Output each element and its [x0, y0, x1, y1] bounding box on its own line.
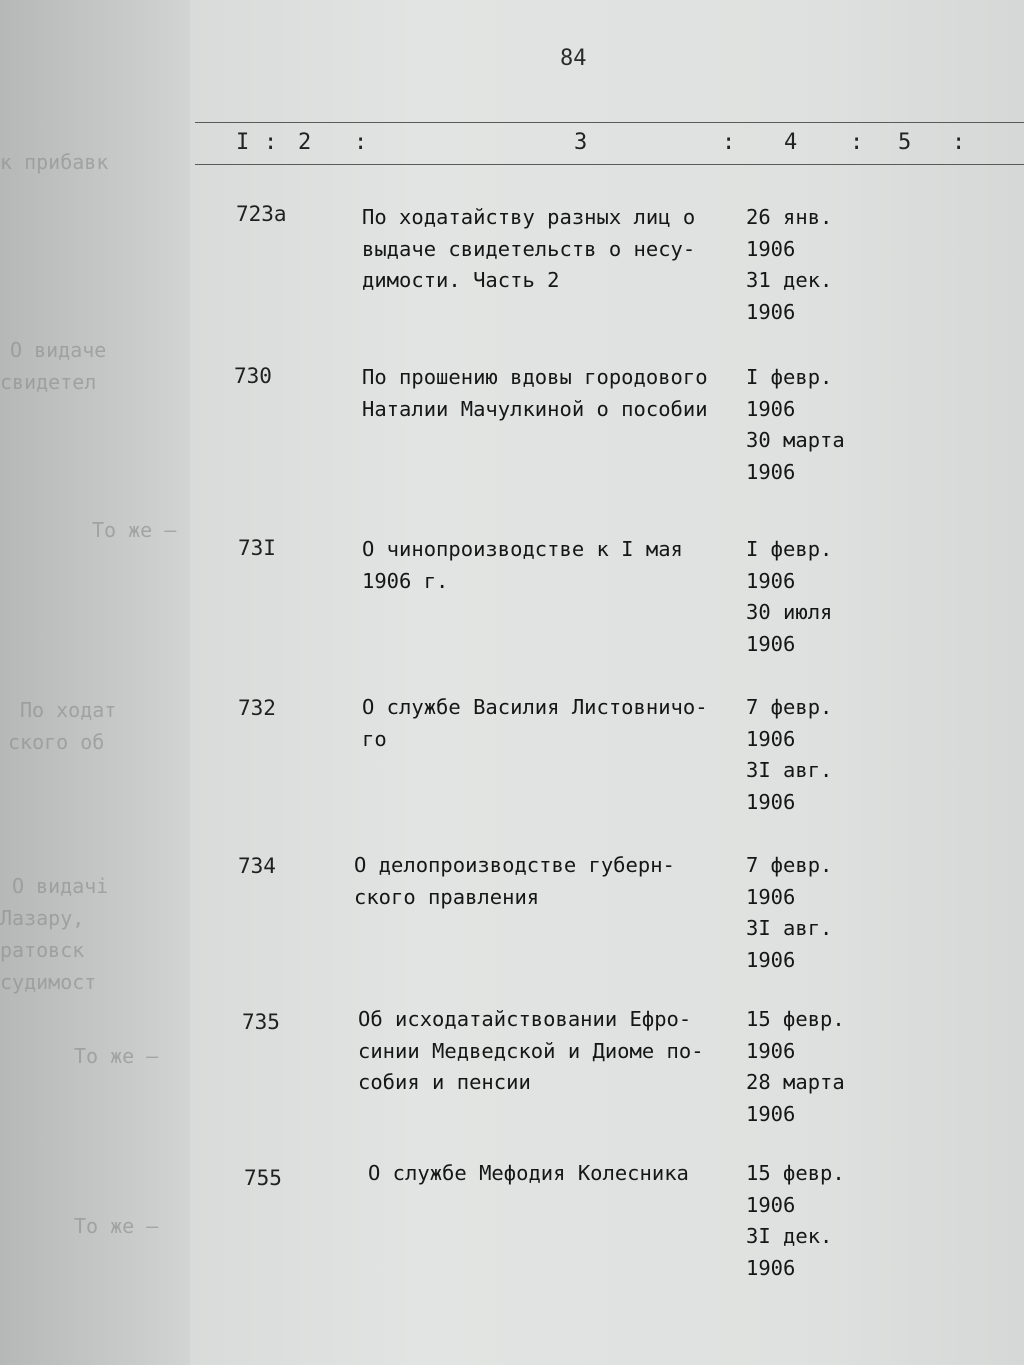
record-end-date: 28 марта	[746, 1070, 845, 1094]
bleed-text: к прибавк	[0, 150, 109, 174]
column-header-3: 3	[574, 130, 588, 155]
previous-page-margin	[0, 0, 190, 1365]
record-title-line: Наталии Мачулкиной о пособии	[362, 396, 708, 421]
record-dates	[746, 692, 886, 818]
record-number: 730	[234, 364, 272, 388]
record-end-year: 1906	[746, 1101, 796, 1126]
record-dates	[746, 534, 886, 660]
record-title-line: го	[362, 726, 387, 751]
record-end-year: 1906	[746, 789, 796, 814]
record-start-year: 1906	[746, 396, 796, 421]
column-separator: :	[850, 130, 864, 155]
column-header-2: 2	[298, 130, 312, 155]
bleed-text: судимост	[0, 970, 97, 994]
bleed-text: По ходат	[20, 698, 117, 722]
record-end-date: 3I авг.	[746, 916, 833, 940]
record-title-line: О службе Мефодия Колесника	[368, 1161, 689, 1185]
record-title-line: синии Медведской и Диоме по-	[358, 1038, 704, 1063]
record-start-date: 26 янв.	[746, 205, 833, 229]
record-title	[362, 362, 742, 425]
record-title-line: 1906 г.	[362, 568, 449, 593]
bleed-text: ратовск	[0, 938, 85, 962]
record-title-line: По ходатайству разных лиц о	[362, 205, 696, 229]
record-number: 735	[242, 1010, 280, 1034]
record-dates	[746, 362, 886, 488]
record-start-date: I февр.	[746, 365, 833, 389]
record-end-date: 3I дек.	[746, 1224, 833, 1248]
record-title	[362, 534, 742, 597]
record-dates	[746, 1158, 886, 1284]
page-number: 84	[560, 46, 587, 71]
record-end-year: 1906	[746, 299, 796, 324]
column-header-5: 5	[898, 130, 912, 155]
record-start-year: 1906	[746, 568, 796, 593]
header-top-rule	[195, 122, 1024, 123]
record-start-date: I февр.	[746, 537, 833, 561]
record-start-year: 1906	[746, 1038, 796, 1063]
record-end-date: 31 дек.	[746, 268, 833, 292]
record-title-line: собия и пенсии	[358, 1070, 531, 1094]
column-header-1: I	[236, 130, 250, 155]
bleed-text: То же –	[74, 1214, 159, 1238]
record-title	[354, 850, 734, 913]
record-title-line: димости. Часть 2	[362, 268, 560, 292]
record-title	[362, 692, 742, 755]
bleed-text: Лазару,	[0, 906, 85, 930]
record-end-date: 30 марта	[746, 428, 845, 452]
record-title	[358, 1004, 738, 1099]
record-start-year: 1906	[746, 726, 796, 751]
record-number: 755	[244, 1166, 282, 1190]
bleed-text: То же –	[92, 518, 177, 542]
bleed-text: О видаче	[10, 338, 107, 362]
column-separator: :	[722, 130, 736, 155]
record-end-year: 1906	[746, 1255, 796, 1280]
record-start-date: 7 февр.	[746, 853, 833, 877]
column-separator: :	[354, 130, 368, 155]
record-title-line: выдаче свидетельств о несу-	[362, 236, 696, 261]
record-title-line: По прошению вдовы городового	[362, 365, 708, 389]
record-end-year: 1906	[746, 947, 796, 972]
column-header-4: 4	[784, 130, 798, 155]
column-separator: :	[264, 130, 278, 155]
record-title-line: О службе Василия Листовничо-	[362, 695, 708, 719]
record-dates	[746, 1004, 886, 1130]
record-title-line: О делопроизводстве губерн-	[354, 853, 675, 877]
record-number: 723а	[236, 202, 287, 226]
bleed-text: То же –	[74, 1044, 159, 1068]
record-title-line: Об исходатайствовании Ефро-	[358, 1007, 692, 1031]
record-dates	[746, 202, 886, 328]
record-start-date: 15 февр.	[746, 1007, 845, 1031]
record-start-year: 1906	[746, 1192, 796, 1217]
record-end-date: 3I авг.	[746, 758, 833, 782]
bleed-text: свидетел	[0, 370, 97, 394]
record-end-year: 1906	[746, 459, 796, 484]
bleed-text: О видачі	[12, 874, 109, 898]
record-end-date: 30 июля	[746, 600, 833, 624]
record-title-line: ского правления	[354, 884, 540, 909]
record-end-year: 1906	[746, 631, 796, 656]
record-title	[362, 202, 742, 297]
header-bottom-rule	[195, 164, 1024, 165]
record-number: 73I	[238, 536, 276, 560]
record-title-line: О чинопроизводстве к I мая	[362, 537, 683, 561]
record-start-date: 15 февр.	[746, 1161, 845, 1185]
record-start-year: 1906	[746, 884, 796, 909]
column-header-row	[0, 130, 1024, 160]
record-number: 732	[238, 696, 276, 720]
record-dates	[746, 850, 886, 976]
record-title	[368, 1158, 748, 1190]
bleed-text: ского об	[8, 730, 105, 754]
record-start-date: 7 февр.	[746, 695, 833, 719]
record-number: 734	[238, 854, 276, 878]
column-separator: :	[952, 130, 966, 155]
record-start-year: 1906	[746, 236, 796, 261]
